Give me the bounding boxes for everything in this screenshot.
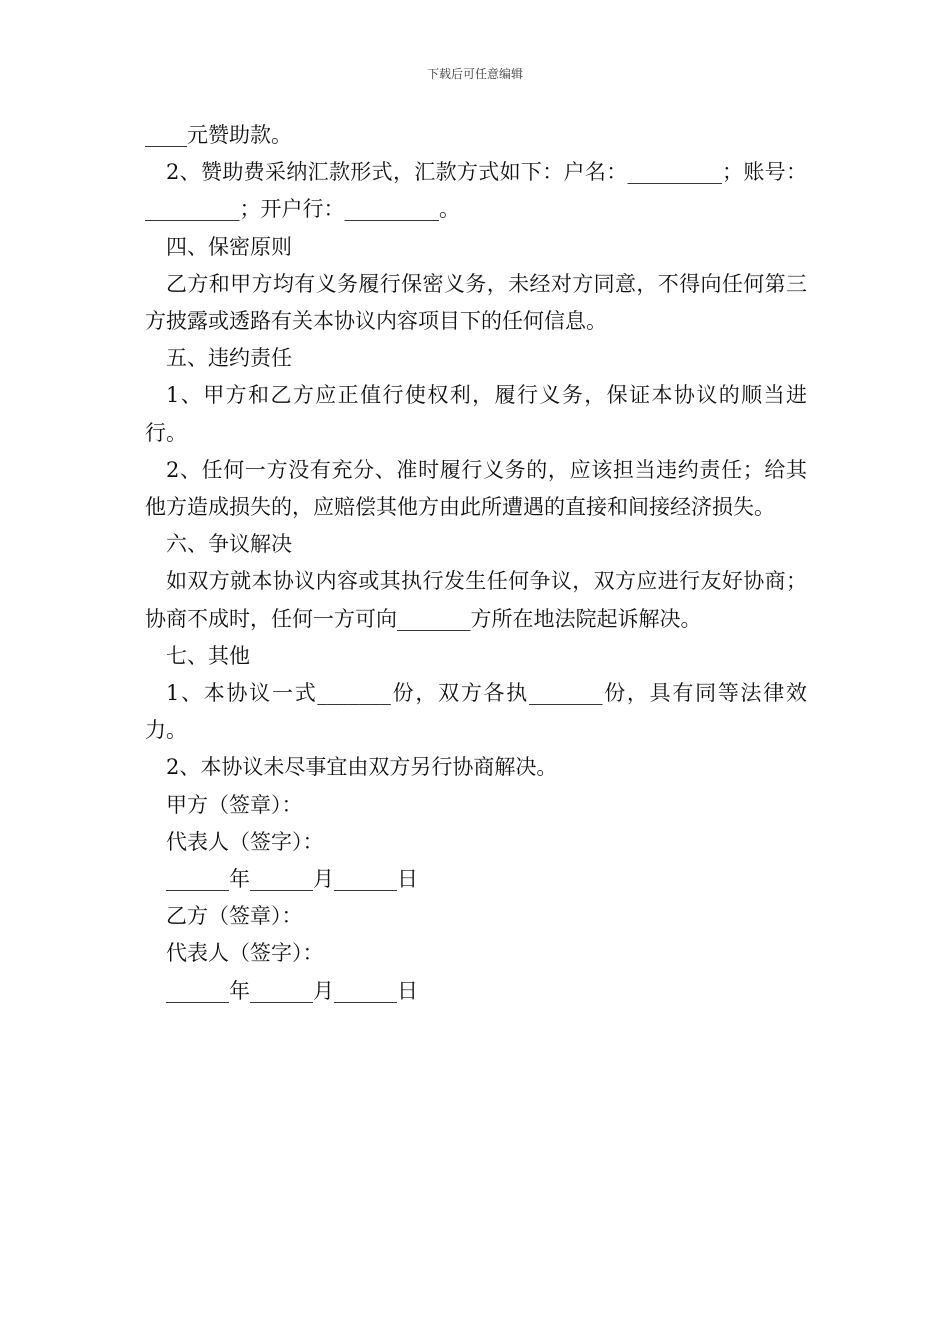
paragraph-other-2: 2、本协议未尽事宜由双方另行协商解决。	[166, 755, 558, 780]
document-body	[145, 117, 807, 1010]
paragraph-sponsorship-amount: ____元赞助款。	[145, 123, 292, 147]
section-heading-confidentiality: 四、保密原则	[166, 234, 292, 259]
paragraph-remittance-method: 2、赞助费采纳汇款形式，汇款方式如下：户名：_________；账号：_________；开户行：_________。	[145, 160, 807, 222]
signature-date-a: ______年______月______日	[166, 867, 418, 892]
section-heading-breach: 五、违约责任	[166, 346, 292, 371]
paragraph-confidentiality: 乙方和甲方均有义务履行保密义务，未经对方同意，不得向任何第三方披露或透路有关本协议内容项目下的任何信息。	[145, 271, 807, 334]
paragraph-dispute: 如双方就本协议内容或其执行发生任何争议，双方应进行友好协商；协商不成时，任何一方可向_______方所在地法院起诉解决。	[145, 569, 807, 631]
section-heading-dispute: 六、争议解决	[166, 532, 292, 557]
paragraph-breach-1: 1、甲方和乙方应正值行使权利，履行义务，保证本协议的顺当进行。	[145, 383, 807, 445]
section-heading-other: 七、其他	[166, 643, 250, 668]
signature-party-b: 乙方（签章）：	[166, 904, 303, 929]
paragraph-breach-2: 2、任何一方没有充分、准时履行义务的，应该担当违约责任；给其他方造成损失的，应赔偿其他方由此所遭遇的直接和间接经济损失。	[145, 457, 807, 520]
paragraph-other-1: 1、本协议一式_______份，双方各执_______份，具有同等法律效力。	[145, 681, 807, 743]
signature-party-a: 甲方（签章）：	[166, 792, 303, 817]
signature-representative-b: 代表人（签字）：	[166, 941, 324, 966]
signature-representative-a: 代表人（签字）：	[166, 829, 324, 854]
header-note: 下载后可任意编辑	[426, 67, 523, 81]
signature-date-b: ______年______月______日	[166, 978, 418, 1003]
